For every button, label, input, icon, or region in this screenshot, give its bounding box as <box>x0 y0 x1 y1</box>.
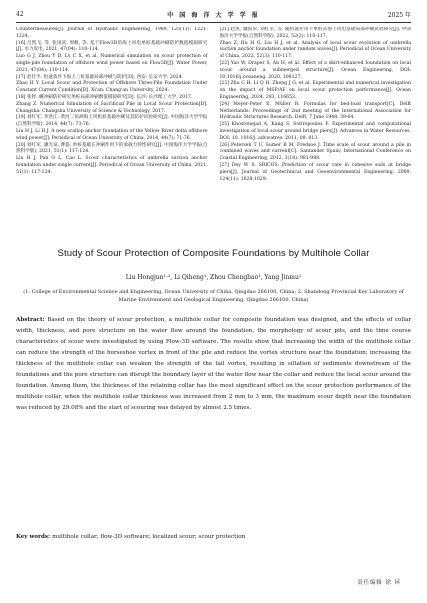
reference-entry: [22] Yao W, Draper S, An H, et al. Effect of a skirt-enhanced foundation on local scour around a submerged structure[J]. Ocean Engineering, DOI: 10.1016/j.oceaneng. 2020, 108127. <box>219 60 411 80</box>
article-authors: Liu Hongjun¹·², Li Qiheng¹, Zhou Chengbao¹, Yang Jinmu¹ <box>125 274 302 281</box>
page-number: 42 <box>16 10 24 18</box>
article-title: Study of Scour Protection of Composite Foundations by Multihole Collar <box>57 248 370 259</box>
responsible-editor: 责任编辑 徐 环 <box>357 580 401 586</box>
journal-year: 2025 年 <box>387 11 411 19</box>
abstract-text: Based on the theory of scour protection, a multihole collar for composite foundation was designed, and the effects of collar width, thickness, and pore structure on the water flow around the foundation, the morphology of scour pits, and the time course characteristics of scour were investigated by using Flow-3D software. The results show that increasing the width of the multihole collar can reduce the strength of the horseshoe vortex in front of the pile and reduce the vortex structure near the foundation; increasing the thickness of the multihole collar can weaken the strength of the tail vortex, resulting in siltation of sediments downstream of the foundations and the pore structure can disrupt the boundary layer of the water flow near the collar and reduce the local scour around the foundation. Among them, the thickness of the retaining collar has the most significant effect on the scour protection performance of the multihole collar, when the multihole collar thickness was increased from 2 mm to 3 mm, the maximum scour depth near the foundation was reduced by 29.08% and the start of scouring was delayed by almost 2.5 times. <box>16 317 411 411</box>
keywords-label: Key words: <box>16 534 53 540</box>
reference-entry: [27] Dey W S. SRICOS: Prediction of scour rate in cohesive soils at bridge piers[J]. Journal of Geotechnical and Geoenvironmental Engineering, 2009, 124(11): 1028-1029. <box>219 162 411 182</box>
reference-entry: Zhang Z. Numerical Simulation of Sacrificial Pile in Local Scour Protection[D]. Changsha: Changsha University of Science & Technology, 2017. <box>16 101 208 114</box>
reference-entry: [18] 张智. 螺冲刷防护研究单桩局部冲刷数值模拟研究[D]. 长沙: 长沙理工大学, 2017. <box>16 94 193 100</box>
reference-entry: Zhao Z, Hu H G, Liu H J, et al. Analysis of local scour evolution of umbrella suction anchor foundation under random waves[J]. Periodical of Ocean University of China, 2022, 52(3): 110-117. <box>219 40 411 60</box>
reference-entry: [19] 刘红军, 李洪江. 黄河三角洲海上风机桩基础冲刷及其防护试验研究[J]. 中国海洋大学学报(自然科学版), 2014, 44(7): 73-76. <box>16 115 208 128</box>
keywords <box>16 533 411 541</box>
reference-entry: [25] Khosronejad A, Kang S, Sotiropoulos F. Experimental and computational investigation of local scour around bridge piers[J]. Advances in Water Resources. DOI: 10. 1016/j. advwatres. 2011, 09. 013. <box>219 122 411 141</box>
reference-entry: [20] 刘红军, 潘光泉, 曹磊. 单桩基础在冲刷作用下的承载力特性研究[J]. 中国海洋大学学报(自然科学版), 2021, 51(1): 117-124. <box>16 142 208 155</box>
reference-entry: [24] Meyer-Peter E, Müller R. Formulas for bed-load transport[C]. Delft Netherlands: Proceedings of 2nd meeting of the International Association for Hydraulic Structures Research. Delft, 7 June 1948, 39-64. <box>219 101 411 121</box>
header-rule <box>16 22 411 23</box>
reference-entry: Luo G J, Zhou Y D, Lv C X, et al. Numerical simulation on scour protection of single-pile foundation of offshore wind power based on Flow3D[J]. Water Power, 2021, 47(04): 110-114. <box>16 54 208 73</box>
references-right-column <box>220 27 412 232</box>
reference-entry: [23] Zhu C H, Li Q H, Zheng J G, et al. Experimental and numerical investigation on the impact of MSP/AF on local scour protection performance[J]. Ocean Engineering, 2024, 293, 116653. <box>219 81 411 100</box>
reference-entry: Liu H J, Pan G L, Cao L. Scour characteristics of umbrella suction anchor foundation under single current[J]. Periodical of Ocean University of China, 2021, 51(1): 117-124. <box>16 156 208 175</box>
abstract <box>16 315 411 414</box>
reference-entry: [21] 赵凯, 魏国荣, 刘红军, 等. 随机波作用下单桩式海上风电基础局部冲刷试验研究[J]. 中国海洋大学学报(自然科学版), 2022, 52(3): 110-117. <box>219 27 411 39</box>
reference-entry: [26] Petersen T U, Sumer B M, Fredsoe J. Time scale of scour around a pile in combined waves and current[C]. Santander Spain; International Conference on Coastal Engineering, 2012, 3(18): 981-988. <box>219 142 411 162</box>
reference-entry: [16] 吕凯飞, 等, 张国富, 周帆, 等. 基于Flow3D的海上风电单桩基础冲刷防护数值模拟研究[J]. 水力发电, 2021, 47(04): 110-114. <box>16 40 208 53</box>
reference-entry: [17] 赵仕平. 恒速条件下海上三桩基础局部冲刷与防护[D]. 西安: 长安大学, 2024. <box>16 74 184 80</box>
keywords-text: multihole collar; flow-3D software; localized scour; scour protection <box>52 534 246 540</box>
reference-entry: Liu H J, Li H J. A new scallop anchor foundation of the Yellow River delta offshore wind power[J]. Periodical of Ocean University of China, 2014, 44(7): 71-76. <box>16 128 208 141</box>
reference-entry: Zhao H Y. Local Scour and Protection of Offshore Three-Pile Foundation Under Constant Current Condition[D]. Xi'an: Chang'an University, 2024. <box>16 81 208 94</box>
abstract-label: Abstract: <box>16 317 48 323</box>
journal-name: 中 国 海 洋 大 学 学 报 <box>167 11 260 19</box>
references-left-column <box>16 27 208 232</box>
references-section <box>16 27 411 232</box>
author-affiliation: (1. College of Environmental Science and Engineering, Ocean University of China, Qingdao 266100, China; 2. Shandong Provincial Key Laboratory of Marine Environment and Geological Engineering, Qingdao 266100, China) <box>23 289 404 303</box>
running-header <box>16 8 411 20</box>
reference-entry: Countermeasures[J]. Journal of Hydraulic Engineering, 1989, 125(11): 1221-1224. <box>16 27 208 39</box>
